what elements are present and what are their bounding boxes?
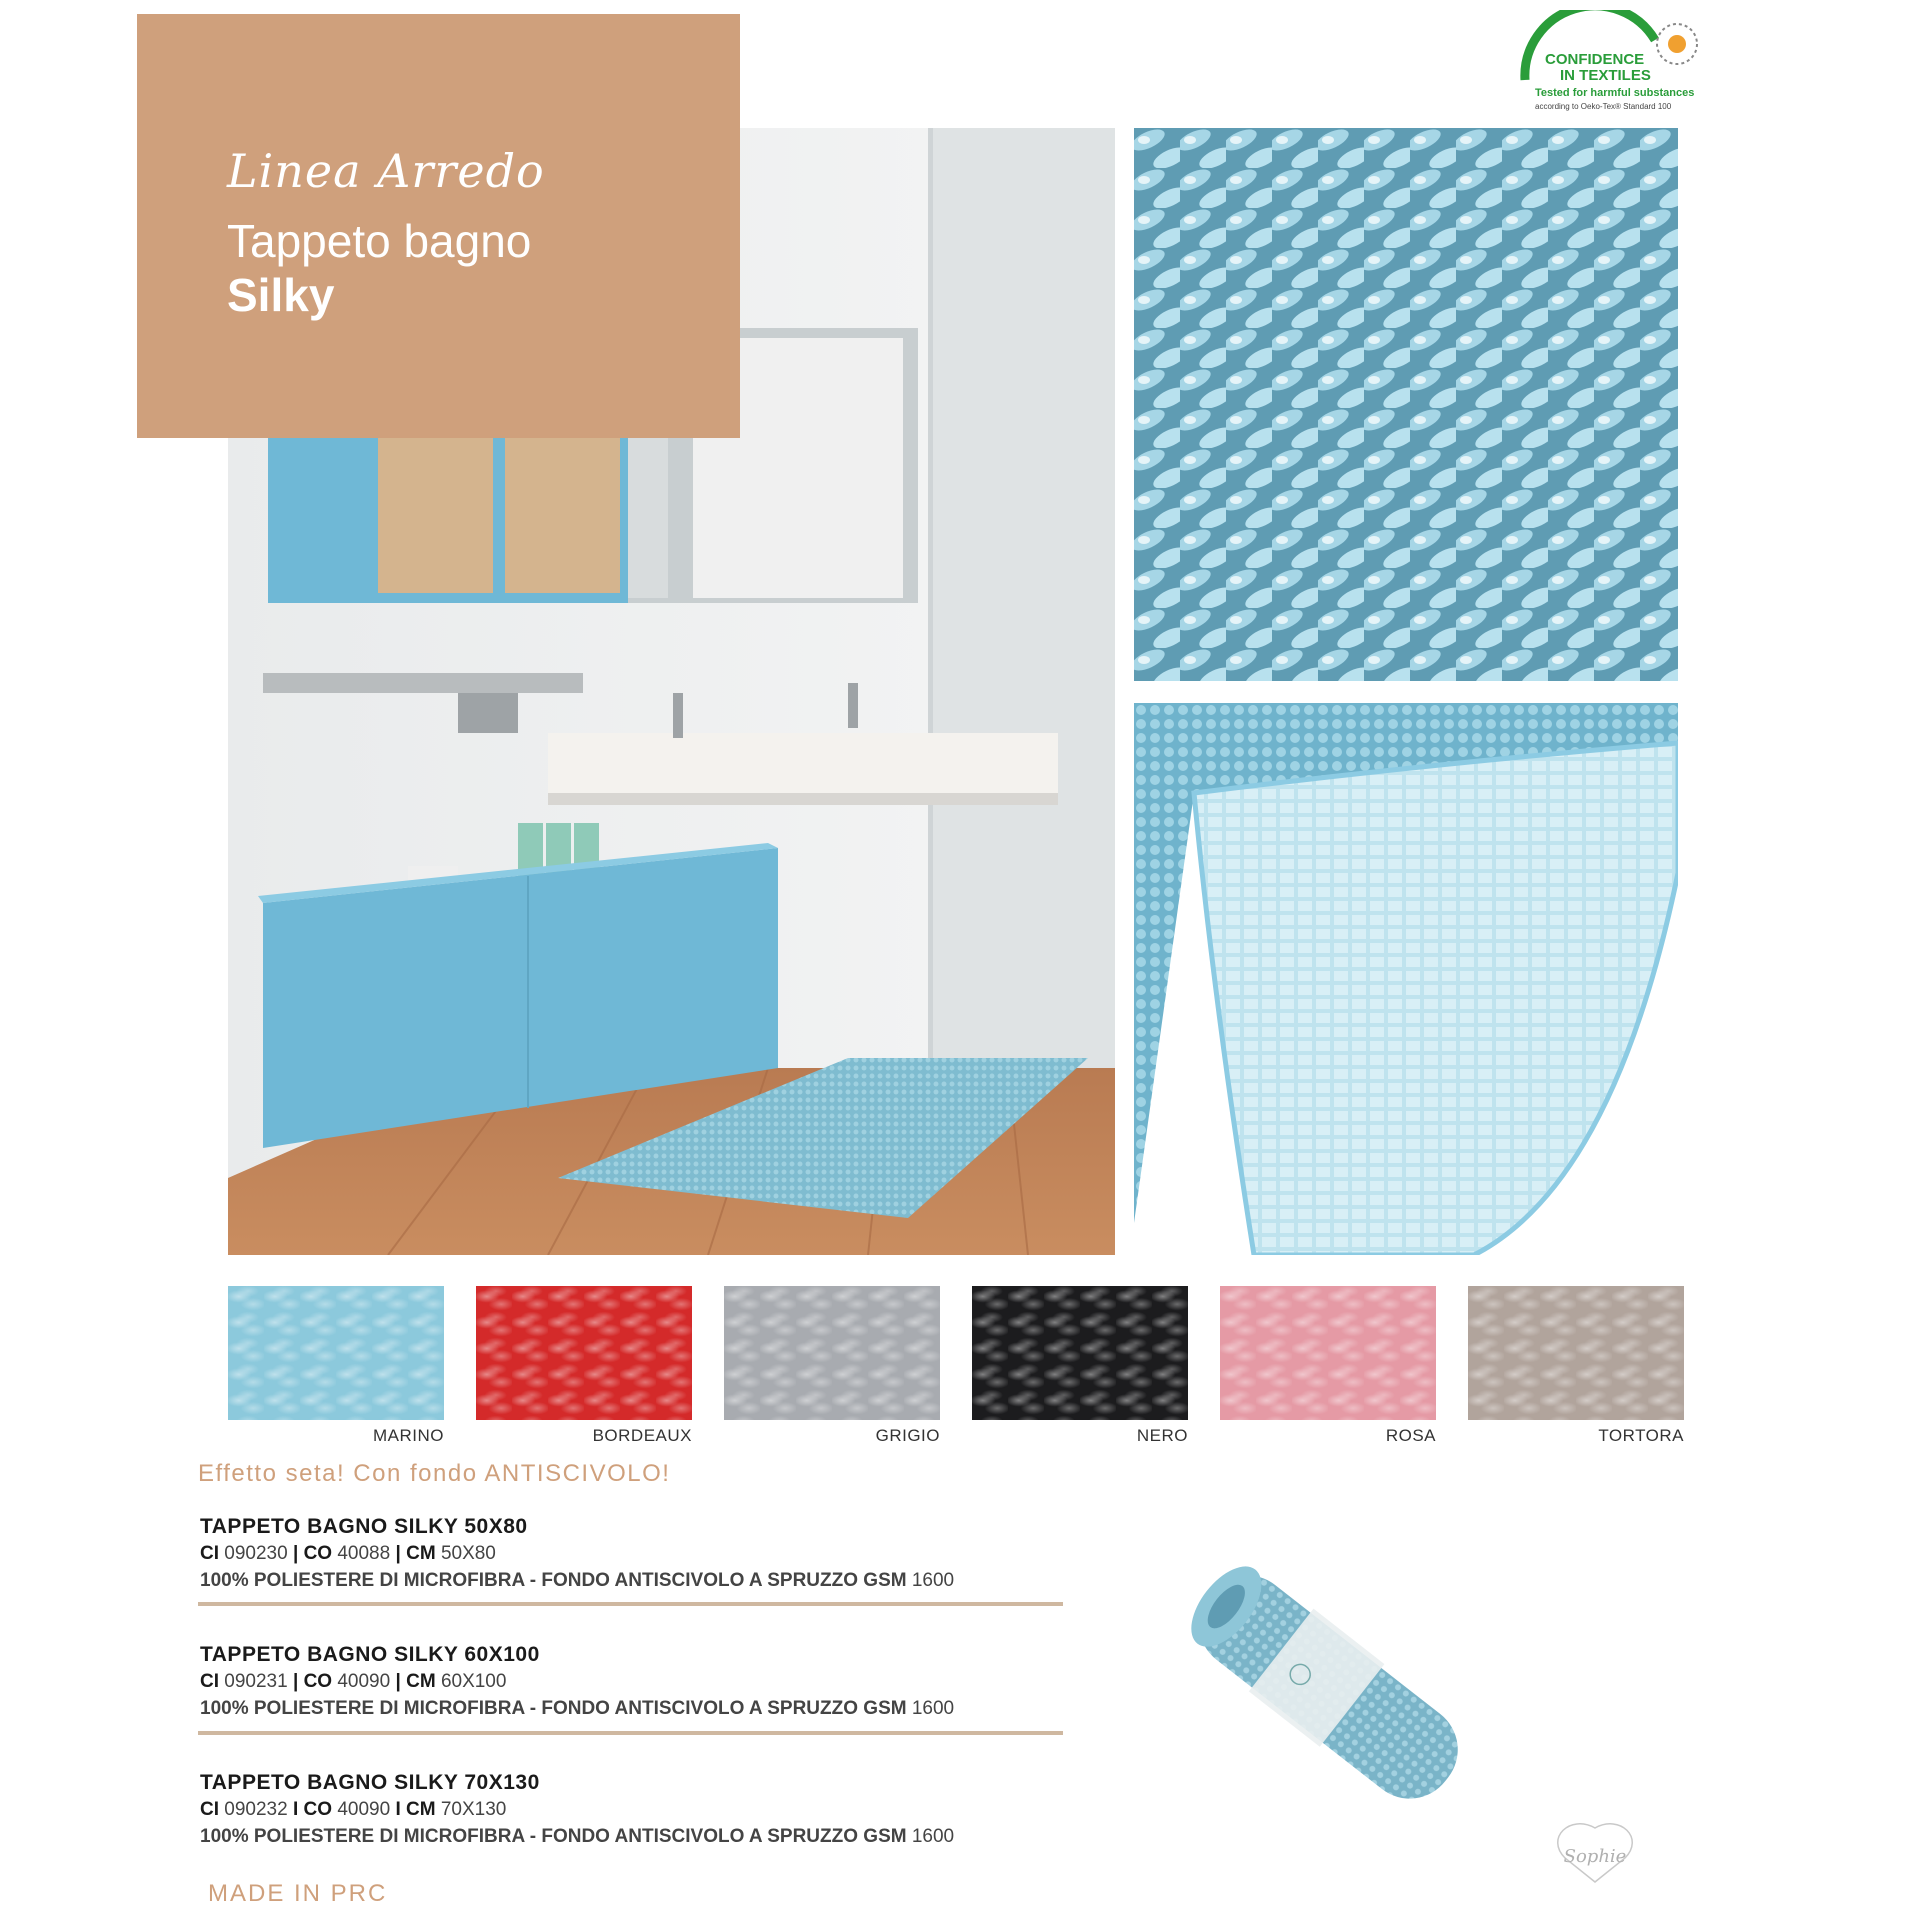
product-codes [200, 1799, 506, 1821]
rug-backing-photo [1134, 703, 1678, 1255]
product-description [200, 1698, 954, 1720]
description-text: 100% POLIESTERE DI MICROFIBRA - FONDO ANTISCIVOLO A SPRUZZO GSM [200, 1826, 907, 1847]
oeko-tex-logo [1505, 10, 1710, 115]
ci-label: CI [200, 1671, 219, 1692]
swatch-grigio[interactable] [724, 1286, 940, 1420]
gsm-value: 1600 [911, 1570, 955, 1591]
ci-code: 090231 [224, 1671, 288, 1692]
swatch-marino[interactable] [228, 1286, 444, 1420]
separator: | [292, 1543, 299, 1564]
separator: I [395, 1799, 401, 1820]
cm-label: CM [406, 1799, 436, 1820]
cert-line3: Tested for harmful substances [1535, 87, 1695, 99]
cm-label: CM [406, 1543, 436, 1564]
tagline: Effetto seta! Con fondo ANTISCIVOLO! [198, 1460, 671, 1487]
product-description [200, 1826, 954, 1848]
separator: | [395, 1543, 401, 1564]
swatch-label-rosa: ROSA [1385, 1426, 1436, 1445]
script-title: Linea Arredo [227, 144, 545, 198]
page-subtitle: Silky [227, 269, 335, 321]
gsm-value: 1600 [911, 1698, 955, 1719]
product-title: TAPPETO BAGNO SILKY 60X100 [200, 1643, 540, 1666]
cert-line1: CONFIDENCE [1545, 51, 1645, 68]
product-title: TAPPETO BAGNO SILKY 50X80 [200, 1515, 528, 1538]
swatch-label-grigio: GRIGIO [875, 1426, 940, 1445]
cm-size: 50X80 [440, 1543, 496, 1564]
swatch-rosa[interactable] [1220, 1286, 1436, 1420]
ci-code: 090230 [224, 1543, 288, 1564]
swatch-label-nero: NERO [1136, 1426, 1188, 1445]
swatch-label-marino: MARINO [373, 1426, 444, 1445]
product-codes [200, 1671, 506, 1693]
separator: | [395, 1671, 401, 1692]
swatch-label-tortora: TORTORA [1598, 1426, 1684, 1445]
ci-label: CI [200, 1543, 219, 1564]
sophie-logo-text: Sophie [1563, 1846, 1627, 1867]
separator: I [292, 1799, 299, 1820]
co-label: CO [303, 1671, 333, 1692]
page-title: Tappeto bagno [227, 215, 532, 267]
divider [198, 1602, 1063, 1606]
cm-label: CM [406, 1671, 436, 1692]
swatch-nero[interactable] [972, 1286, 1188, 1420]
swatch-tortora[interactable] [1468, 1286, 1684, 1420]
rolled-rug-photo [1140, 1520, 1520, 1850]
made-in-label: MADE IN PRC [208, 1880, 388, 1907]
cert-line4: according to Oeko-Tex® Standard 100 [1535, 102, 1672, 111]
description-text: 100% POLIESTERE DI MICROFIBRA - FONDO ANTISCIVOLO A SPRUZZO GSM [200, 1570, 907, 1591]
cm-size: 60X100 [440, 1671, 507, 1692]
title-box [137, 14, 740, 438]
cert-line2: IN TEXTILES [1560, 67, 1651, 84]
co-label: CO [303, 1799, 333, 1820]
product-title: TAPPETO BAGNO SILKY 70X130 [200, 1771, 540, 1794]
co-label: CO [303, 1543, 333, 1564]
co-code: 40090 [337, 1671, 391, 1692]
rug-closeup-photo [1134, 128, 1678, 681]
ci-code: 090232 [224, 1799, 288, 1820]
divider [198, 1731, 1063, 1735]
product-codes [200, 1543, 496, 1565]
co-code: 40088 [337, 1543, 391, 1564]
swatch-bordeaux[interactable] [476, 1286, 692, 1420]
description-text: 100% POLIESTERE DI MICROFIBRA - FONDO ANTISCIVOLO A SPRUZZO GSM [200, 1698, 907, 1719]
cm-size: 70X130 [440, 1799, 507, 1820]
co-code: 40090 [337, 1799, 391, 1820]
sophie-logo [1535, 1820, 1655, 1890]
swatch-label-bordeaux: BORDEAUX [592, 1426, 692, 1445]
ci-label: CI [200, 1799, 219, 1820]
separator: | [292, 1671, 299, 1692]
product-description [200, 1570, 954, 1592]
gsm-value: 1600 [911, 1826, 955, 1847]
